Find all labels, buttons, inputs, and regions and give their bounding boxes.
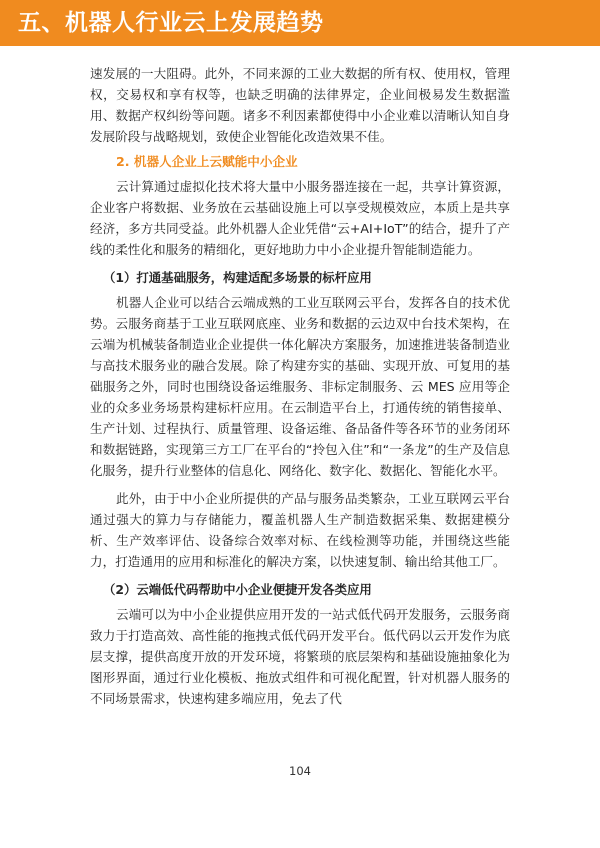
- subsection-heading-1: （1）打通基础服务，构建适配多场景的标杆应用: [103, 270, 372, 285]
- page-number: 104: [289, 764, 311, 778]
- paragraph-low-code: 云端可以为中小企业提供应用开发的一站式低代码开发服务，云服务商致力于打造高效、高性能的拖拽式低代码开发平台。低代码以云开发作为底层支撑，提供高度开放的开发环境，将繁琐的底层架构和基础设施抽象化为图形界面，通过行业化模板、拖放式组件和可视化配置，针对机器人服务的不同场景需求，快速构建多端应用，免去了代: [90, 607, 510, 706]
- header-bar: [0, 0, 600, 46]
- subsection-heading-2: （2）云端低代码帮助中小企业便捷开发各类应用: [103, 582, 372, 597]
- document-body: [90, 63, 510, 709]
- chapter-title: 五、机器人行业云上发展趋势: [18, 10, 324, 36]
- paragraph-continued: 速发展的一大阻碍。此外，不同来源的工业大数据的所有权、使用权，管理权，交易权和享有权等，也缺乏明确的法律界定，企业间极易发生数据滥用、数据产权纠纷等问题。诸多不利因素都使得中小企业难以清晰认知自身发展阶段与战略规划，致使企业智能化改造效果不佳。: [90, 66, 510, 144]
- paragraph-cloud-computing: 云计算通过虚拟化技术将大量中小服务器连接在一起，共享计算资源，企业客户将数据、业务放在云基础设施上可以享受规模效应，本质上是共享经济，多方共同受益。此外机器人企业凭借“云+AI+IoT”的结合，提升了产线的柔性化和服务的精细化，更好地助力中小企业提升智能制造能力。: [90, 179, 510, 257]
- paragraph-benchmark-apps: 机器人企业可以结合云端成熟的工业互联网云平台，发挥各自的技术优势。云服务商基于工业互联网底座、业务和数据的云边双中台技术架构，在云端为机械装备制造业企业提供一体化解决方案服务，加速推进装备制造业与高技术服务业的融合发展。除了构建夯实的基础、实现开放、可复用的基础服务之外，同时也围绕设备运维服务、非标定制服务、云 MES 应用等企业的众多业务场景构建标杆应用。在云制造平台上，打通传统的销售接单、生产计划、过程执行、质量管理、设备运维、备品备件等各环节的业务闭环和数据链路，实现第三方工厂在平台的“拎包入住”和“一条龙”的生产及信息化服务，提升行业整体的信息化、网络化、数字化、数据化、智能化水平。: [90, 295, 510, 478]
- section-heading: 2. 机器人企业上云赋能中小企业: [116, 154, 298, 169]
- paragraph-platform-capabilities: 此外，由于中小企业所提供的产品与服务品类繁杂，工业互联网云平台通过强大的算力与存储能力，覆盖机器人生产制造数据采集、数据建模分析、生产效率评估、设备综合效率对标、在线检测等功能，并围绕这些能力，打造通用的应用和标准化的解决方案，以快速复制、输出给其他工厂。: [90, 491, 510, 569]
